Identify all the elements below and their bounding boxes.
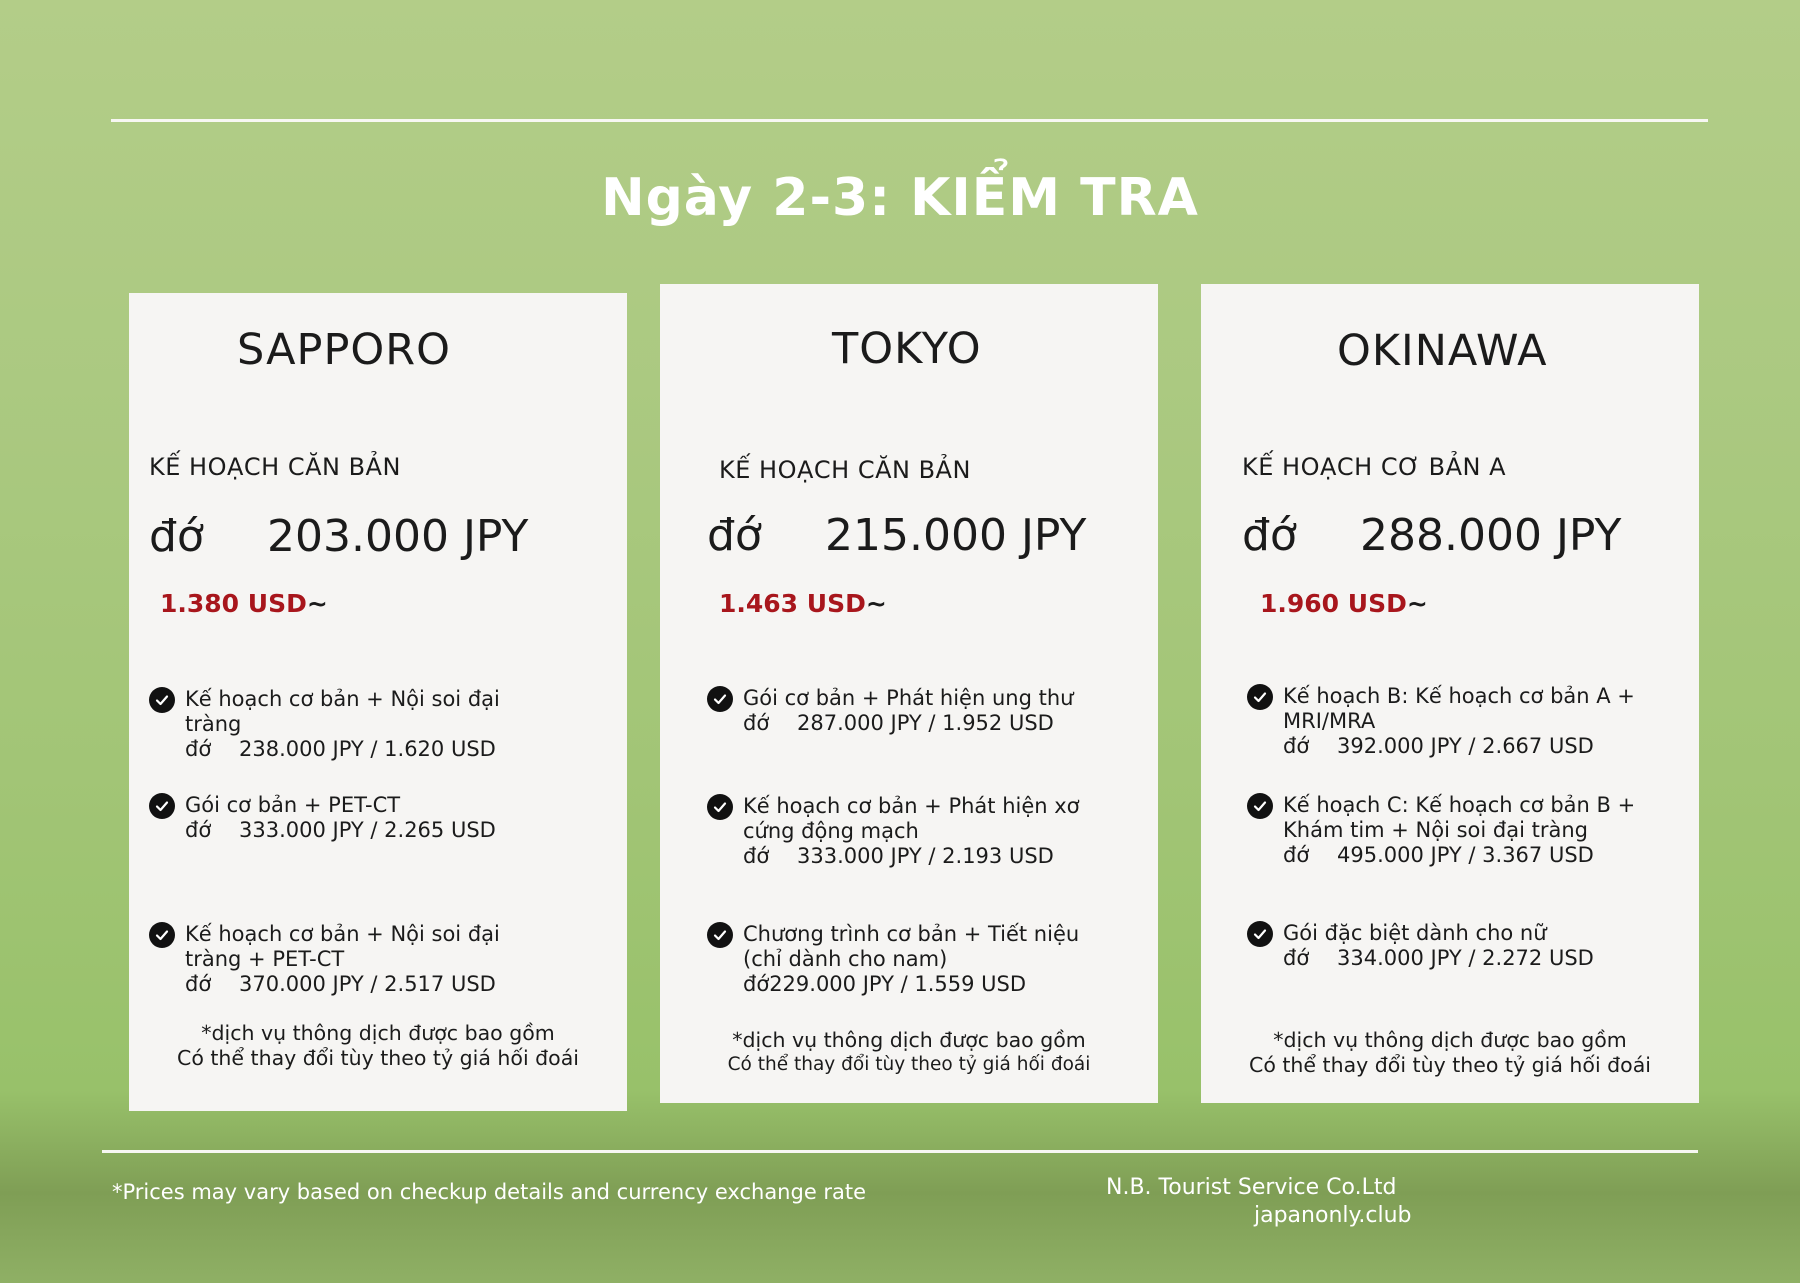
option-item — [1247, 793, 1635, 868]
option-item — [707, 794, 1080, 869]
company-name: N.B. Tourist Service Co.Ltd — [1106, 1175, 1397, 1200]
option-price: 333.000 JPY / 2.193 USD — [797, 844, 1054, 868]
option-price-line — [743, 711, 1073, 736]
option-price: 238.000 JPY / 1.620 USD — [239, 737, 496, 761]
option-label: Kế hoạch C: Kế hoạch cơ bản B + — [1283, 793, 1636, 817]
card-note — [660, 1028, 1158, 1076]
option-currency: đớ — [185, 972, 212, 996]
option-price: 229.000 JPY / 1.559 USD — [769, 972, 1027, 996]
city-title: SAPPORO — [237, 325, 451, 375]
price-usd: 1.380 USD — [160, 589, 307, 618]
card-note — [1201, 1028, 1699, 1078]
page-title: Ngày 2-3: KIỂM TRA — [601, 168, 1199, 228]
exchange-note: Có thể thay đổi tùy theo tỷ giá hối đoái — [1249, 1053, 1651, 1077]
option-price-line — [185, 972, 500, 997]
checkmark-icon — [1247, 793, 1273, 819]
option-currency: đớ — [185, 818, 212, 842]
price-usd: 1.463 USD — [719, 589, 866, 618]
option-item — [149, 793, 496, 843]
option-currency: đớ — [743, 711, 770, 735]
checkmark-icon — [149, 687, 175, 713]
option-currency: đớ — [1283, 734, 1310, 758]
currency-symbol: đớ — [1242, 510, 1297, 561]
option-price-line — [185, 737, 500, 762]
plan-name: KẾ HOẠCH CĂN BẢN — [719, 456, 971, 484]
option-price-line — [743, 972, 1079, 997]
card-note — [129, 1021, 627, 1071]
option-item — [1247, 921, 1594, 971]
option-price: 392.000 JPY / 2.667 USD — [1337, 734, 1594, 758]
interpreter-note: *dịch vụ thông dịch được bao gồm — [201, 1021, 555, 1045]
checkmark-icon — [149, 793, 175, 819]
option-label-cont: cứng động mạch — [743, 819, 919, 843]
price-jpy: 215.000 JPY — [825, 510, 1087, 561]
base-price — [149, 511, 528, 562]
option-label-cont: tràng — [185, 712, 242, 736]
checkmark-icon — [707, 794, 733, 820]
currency-symbol: đớ — [707, 510, 762, 561]
option-price: 370.000 JPY / 2.517 USD — [239, 972, 496, 996]
price-usd-line — [160, 589, 328, 618]
option-currency: đớ — [1283, 843, 1310, 867]
price-usd: 1.960 USD — [1260, 589, 1407, 618]
option-label: Kế hoạch cơ bản + Nội soi đại — [185, 922, 500, 946]
website-link[interactable]: japanonly.club — [1254, 1203, 1412, 1228]
currency-symbol: đớ — [149, 511, 204, 562]
checkmark-icon — [1247, 921, 1273, 947]
plan-name: KẾ HOẠCH CĂN BẢN — [149, 453, 401, 481]
exchange-note: Có thể thay đổi tùy theo tỷ giá hối đoái — [727, 1054, 1091, 1075]
option-price: 287.000 JPY / 1.952 USD — [797, 711, 1054, 735]
price-jpy: 288.000 JPY — [1360, 510, 1622, 561]
option-item — [149, 922, 500, 997]
option-label: Kế hoạch B: Kế hoạch cơ bản A + — [1283, 684, 1635, 708]
price-usd-line — [1260, 589, 1428, 618]
option-price-line — [743, 844, 1080, 869]
option-item — [1247, 684, 1635, 759]
price-tilde: ~ — [1406, 589, 1428, 618]
interpreter-note: *dịch vụ thông dịch được bao gồm — [732, 1028, 1086, 1052]
option-item — [707, 922, 1079, 997]
exchange-note: Có thể thay đổi tùy theo tỷ giá hối đoái — [177, 1046, 579, 1070]
option-label-cont: tràng + PET-CT — [185, 947, 345, 971]
base-price — [707, 510, 1086, 561]
option-price: 334.000 JPY / 2.272 USD — [1337, 946, 1594, 970]
option-price-line — [1283, 734, 1635, 759]
top-divider — [111, 119, 1708, 122]
city-title: OKINAWA — [1337, 326, 1548, 376]
card-sapporo — [129, 293, 627, 1111]
option-price-line — [185, 818, 496, 843]
city-title: TOKYO — [832, 324, 982, 374]
price-usd-line — [719, 589, 887, 618]
option-currency: đớ — [743, 844, 770, 868]
option-price: 495.000 JPY / 3.367 USD — [1337, 843, 1594, 867]
option-price-line — [1283, 946, 1594, 971]
card-okinawa — [1201, 284, 1699, 1103]
plan-name: KẾ HOẠCH CƠ BẢN A — [1242, 453, 1507, 481]
checkmark-icon — [707, 922, 733, 948]
option-label-cont: (chỉ dành cho nam) — [743, 947, 948, 971]
price-tilde: ~ — [865, 589, 887, 618]
footer-disclaimer: *Prices may vary based on checkup details and currency exchange rate — [112, 1180, 867, 1204]
option-currency: đớ — [185, 737, 212, 761]
option-label: Gói đặc biệt dành cho nữ — [1283, 921, 1547, 945]
option-item — [149, 687, 500, 762]
option-price-line — [1283, 843, 1635, 868]
option-label: Gói cơ bản + PET-CT — [185, 793, 401, 817]
option-label-cont: Khám tim + Nội soi đại tràng — [1283, 818, 1589, 842]
option-label: Gói cơ bản + Phát hiện ung thư — [743, 686, 1074, 710]
option-currency: đớ — [743, 972, 770, 996]
checkmark-icon — [149, 922, 175, 948]
bottom-divider — [102, 1150, 1698, 1153]
interpreter-note: *dịch vụ thông dịch được bao gồm — [1273, 1028, 1627, 1052]
card-tokyo — [660, 284, 1158, 1103]
option-label: Kế hoạch cơ bản + Nội soi đại — [185, 687, 500, 711]
base-price — [1242, 510, 1621, 561]
checkmark-icon — [707, 686, 733, 712]
checkmark-icon — [1247, 684, 1273, 710]
option-currency: đớ — [1283, 946, 1310, 970]
option-item — [707, 686, 1073, 736]
price-tilde: ~ — [306, 589, 328, 618]
price-jpy: 203.000 JPY — [267, 511, 529, 562]
option-label-cont: MRI/MRA — [1283, 709, 1376, 733]
option-label: Kế hoạch cơ bản + Phát hiện xơ — [743, 794, 1080, 818]
option-label: Chương trình cơ bản + Tiết niệu — [743, 922, 1080, 946]
option-price: 333.000 JPY / 2.265 USD — [239, 818, 496, 842]
